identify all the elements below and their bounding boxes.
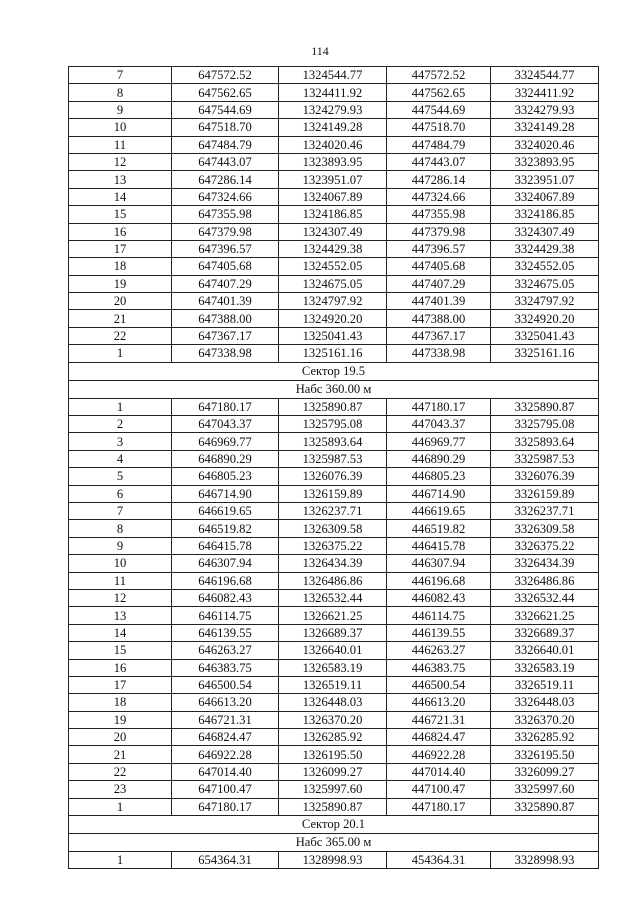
x-local-cell: 647388.00 <box>172 310 279 327</box>
y-local-cell: 1326640.01 <box>279 642 387 659</box>
x-local-cell: 646613.20 <box>172 694 279 711</box>
table-row <box>69 101 599 118</box>
x-msk-cell: 447367.17 <box>387 327 491 344</box>
point-number-cell: 7 <box>69 502 172 519</box>
y-local-cell: 1328998.93 <box>279 852 387 869</box>
point-number-cell: 19 <box>69 275 172 292</box>
x-local-cell: 646307.94 <box>172 555 279 572</box>
x-msk-cell: 447443.07 <box>387 153 491 170</box>
point-number-cell: 20 <box>69 293 172 310</box>
point-number-cell: 18 <box>69 694 172 711</box>
y-msk-cell: 3325997.60 <box>491 781 599 798</box>
table-row <box>69 485 599 502</box>
x-local-cell: 646415.78 <box>172 537 279 554</box>
point-number-cell: 4 <box>69 450 172 467</box>
y-msk-cell: 3325041.43 <box>491 327 599 344</box>
y-local-cell: 1324186.85 <box>279 206 387 223</box>
y-local-cell: 1324552.05 <box>279 258 387 275</box>
y-local-cell: 1326370.20 <box>279 711 387 728</box>
y-msk-cell: 3323951.07 <box>491 171 599 188</box>
table-row <box>69 676 599 693</box>
point-number-cell: 11 <box>69 572 172 589</box>
y-msk-cell: 3324544.77 <box>491 67 599 84</box>
point-number-cell: 22 <box>69 327 172 344</box>
point-number-cell: 10 <box>69 119 172 136</box>
y-local-cell: 1324797.92 <box>279 293 387 310</box>
point-number-cell: 7 <box>69 67 172 84</box>
x-local-cell: 646922.28 <box>172 746 279 763</box>
x-local-cell: 647396.57 <box>172 240 279 257</box>
y-local-cell: 1324429.38 <box>279 240 387 257</box>
table-row <box>69 729 599 746</box>
y-msk-cell: 3324279.93 <box>491 101 599 118</box>
point-number-cell: 1 <box>69 345 172 362</box>
sector-height-row <box>69 834 599 852</box>
y-local-cell: 1326285.92 <box>279 729 387 746</box>
x-msk-cell: 447324.66 <box>387 188 491 205</box>
y-local-cell: 1325987.53 <box>279 450 387 467</box>
point-number-cell: 2 <box>69 416 172 433</box>
point-number-cell: 8 <box>69 84 172 101</box>
table-row <box>69 781 599 798</box>
x-local-cell: 647405.68 <box>172 258 279 275</box>
x-msk-cell: 447100.47 <box>387 781 491 798</box>
table-row <box>69 293 599 310</box>
point-number-cell: 19 <box>69 711 172 728</box>
x-local-cell: 654364.31 <box>172 852 279 869</box>
table-row <box>69 589 599 606</box>
y-msk-cell: 3324675.05 <box>491 275 599 292</box>
sector-title-row <box>69 362 599 380</box>
coordinates-table-body <box>69 67 599 869</box>
point-number-cell: 6 <box>69 485 172 502</box>
table-row <box>69 188 599 205</box>
y-msk-cell: 3326621.25 <box>491 607 599 624</box>
point-number-cell: 8 <box>69 520 172 537</box>
point-number-cell: 22 <box>69 763 172 780</box>
y-msk-cell: 3326486.86 <box>491 572 599 589</box>
table-row <box>69 852 599 869</box>
x-msk-cell: 454364.31 <box>387 852 491 869</box>
point-number-cell: 10 <box>69 555 172 572</box>
y-msk-cell: 3324552.05 <box>491 258 599 275</box>
table-row <box>69 67 599 84</box>
y-local-cell: 1323893.95 <box>279 153 387 170</box>
x-msk-cell: 446805.23 <box>387 468 491 485</box>
y-msk-cell: 3326285.92 <box>491 729 599 746</box>
table-row <box>69 607 599 624</box>
point-number-cell: 15 <box>69 206 172 223</box>
x-local-cell: 646383.75 <box>172 659 279 676</box>
x-msk-cell: 446139.55 <box>387 624 491 641</box>
table-row <box>69 275 599 292</box>
table-row <box>69 694 599 711</box>
x-msk-cell: 447286.14 <box>387 171 491 188</box>
point-number-cell: 14 <box>69 188 172 205</box>
x-msk-cell: 447338.98 <box>387 345 491 362</box>
table-row <box>69 537 599 554</box>
point-number-cell: 16 <box>69 659 172 676</box>
x-local-cell: 646139.55 <box>172 624 279 641</box>
table-row <box>69 416 599 433</box>
table-row <box>69 468 599 485</box>
table-row <box>69 171 599 188</box>
point-number-cell: 1 <box>69 852 172 869</box>
y-local-cell: 1326448.03 <box>279 694 387 711</box>
x-msk-cell: 446500.54 <box>387 676 491 693</box>
table-row <box>69 327 599 344</box>
y-msk-cell: 3324149.28 <box>491 119 599 136</box>
y-local-cell: 1324279.93 <box>279 101 387 118</box>
point-number-cell: 3 <box>69 433 172 450</box>
x-msk-cell: 447401.39 <box>387 293 491 310</box>
x-msk-cell: 446721.31 <box>387 711 491 728</box>
point-number-cell: 17 <box>69 676 172 693</box>
x-local-cell: 647180.17 <box>172 798 279 815</box>
y-local-cell: 1324149.28 <box>279 119 387 136</box>
coordinates-table <box>68 66 599 869</box>
table-row <box>69 520 599 537</box>
y-msk-cell: 3326434.39 <box>491 555 599 572</box>
y-msk-cell: 3326370.20 <box>491 711 599 728</box>
x-msk-cell: 447180.17 <box>387 398 491 415</box>
x-local-cell: 647367.17 <box>172 327 279 344</box>
point-number-cell: 23 <box>69 781 172 798</box>
y-msk-cell: 3326583.19 <box>491 659 599 676</box>
y-msk-cell: 3325987.53 <box>491 450 599 467</box>
x-local-cell: 647100.47 <box>172 781 279 798</box>
y-local-cell: 1324020.46 <box>279 136 387 153</box>
y-local-cell: 1324067.89 <box>279 188 387 205</box>
table-row <box>69 555 599 572</box>
y-msk-cell: 3326640.01 <box>491 642 599 659</box>
point-number-cell: 13 <box>69 171 172 188</box>
y-local-cell: 1326519.11 <box>279 676 387 693</box>
x-msk-cell: 446824.47 <box>387 729 491 746</box>
y-local-cell: 1326375.22 <box>279 537 387 554</box>
sector-title-row <box>69 816 599 834</box>
x-local-cell: 646890.29 <box>172 450 279 467</box>
x-local-cell: 647572.52 <box>172 67 279 84</box>
x-local-cell: 647379.98 <box>172 223 279 240</box>
point-number-cell: 12 <box>69 153 172 170</box>
x-local-cell: 647518.70 <box>172 119 279 136</box>
x-msk-cell: 447405.68 <box>387 258 491 275</box>
y-msk-cell: 3324020.46 <box>491 136 599 153</box>
y-local-cell: 1324920.20 <box>279 310 387 327</box>
x-msk-cell: 447484.79 <box>387 136 491 153</box>
table-row <box>69 84 599 101</box>
y-local-cell: 1326434.39 <box>279 555 387 572</box>
y-msk-cell: 3324067.89 <box>491 188 599 205</box>
x-local-cell: 646824.47 <box>172 729 279 746</box>
table-row <box>69 798 599 815</box>
point-number-cell: 13 <box>69 607 172 624</box>
y-msk-cell: 3325890.87 <box>491 798 599 815</box>
y-msk-cell: 3326237.71 <box>491 502 599 519</box>
y-local-cell: 1324544.77 <box>279 67 387 84</box>
x-local-cell: 646969.77 <box>172 433 279 450</box>
x-local-cell: 647355.98 <box>172 206 279 223</box>
y-local-cell: 1325041.43 <box>279 327 387 344</box>
y-msk-cell: 3326076.39 <box>491 468 599 485</box>
x-msk-cell: 446196.68 <box>387 572 491 589</box>
y-msk-cell: 3325795.08 <box>491 416 599 433</box>
table-row <box>69 258 599 275</box>
x-local-cell: 647562.65 <box>172 84 279 101</box>
x-local-cell: 646500.54 <box>172 676 279 693</box>
table-row <box>69 746 599 763</box>
table-row <box>69 572 599 589</box>
x-msk-cell: 446619.65 <box>387 502 491 519</box>
point-number-cell: 11 <box>69 136 172 153</box>
y-local-cell: 1326076.39 <box>279 468 387 485</box>
x-local-cell: 647443.07 <box>172 153 279 170</box>
y-msk-cell: 3326159.89 <box>491 485 599 502</box>
x-local-cell: 646721.31 <box>172 711 279 728</box>
x-msk-cell: 447572.52 <box>387 67 491 84</box>
x-msk-cell: 447014.40 <box>387 763 491 780</box>
point-number-cell: 17 <box>69 240 172 257</box>
point-number-cell: 16 <box>69 223 172 240</box>
point-number-cell: 9 <box>69 537 172 554</box>
y-local-cell: 1326309.58 <box>279 520 387 537</box>
table-row <box>69 624 599 641</box>
y-local-cell: 1325890.87 <box>279 798 387 815</box>
table-row <box>69 240 599 257</box>
sector-title: Сектор 19.5 <box>69 362 599 380</box>
y-msk-cell: 3326448.03 <box>491 694 599 711</box>
table-row <box>69 310 599 327</box>
x-msk-cell: 447388.00 <box>387 310 491 327</box>
sector-title: Сектор 20.1 <box>69 816 599 834</box>
table-row <box>69 502 599 519</box>
y-local-cell: 1325997.60 <box>279 781 387 798</box>
sector-height: Набс 360.00 м <box>69 380 599 398</box>
y-msk-cell: 3324429.38 <box>491 240 599 257</box>
table-row <box>69 223 599 240</box>
x-msk-cell: 446922.28 <box>387 746 491 763</box>
x-local-cell: 647286.14 <box>172 171 279 188</box>
x-local-cell: 647180.17 <box>172 398 279 415</box>
table-row <box>69 206 599 223</box>
point-number-cell: 1 <box>69 798 172 815</box>
y-msk-cell: 3326532.44 <box>491 589 599 606</box>
x-msk-cell: 447396.57 <box>387 240 491 257</box>
sector-height-row <box>69 380 599 398</box>
x-local-cell: 646519.82 <box>172 520 279 537</box>
table-row <box>69 642 599 659</box>
y-msk-cell: 3325890.87 <box>491 398 599 415</box>
y-local-cell: 1324307.49 <box>279 223 387 240</box>
x-msk-cell: 447407.29 <box>387 275 491 292</box>
table-row <box>69 711 599 728</box>
y-local-cell: 1326159.89 <box>279 485 387 502</box>
y-local-cell: 1324675.05 <box>279 275 387 292</box>
y-msk-cell: 3326375.22 <box>491 537 599 554</box>
point-number-cell: 1 <box>69 398 172 415</box>
x-msk-cell: 447043.37 <box>387 416 491 433</box>
x-local-cell: 646263.27 <box>172 642 279 659</box>
x-msk-cell: 446890.29 <box>387 450 491 467</box>
table-row <box>69 153 599 170</box>
x-msk-cell: 447355.98 <box>387 206 491 223</box>
y-local-cell: 1326532.44 <box>279 589 387 606</box>
x-msk-cell: 446613.20 <box>387 694 491 711</box>
x-local-cell: 647401.39 <box>172 293 279 310</box>
x-msk-cell: 447518.70 <box>387 119 491 136</box>
y-local-cell: 1326486.86 <box>279 572 387 589</box>
x-local-cell: 647338.98 <box>172 345 279 362</box>
y-msk-cell: 3324920.20 <box>491 310 599 327</box>
y-msk-cell: 3328998.93 <box>491 852 599 869</box>
y-local-cell: 1326583.19 <box>279 659 387 676</box>
x-msk-cell: 446114.75 <box>387 607 491 624</box>
x-msk-cell: 446519.82 <box>387 520 491 537</box>
point-number-cell: 12 <box>69 589 172 606</box>
table-row <box>69 345 599 362</box>
y-msk-cell: 3324307.49 <box>491 223 599 240</box>
y-msk-cell: 3323893.95 <box>491 153 599 170</box>
y-msk-cell: 3326689.37 <box>491 624 599 641</box>
x-local-cell: 646196.68 <box>172 572 279 589</box>
x-msk-cell: 446714.90 <box>387 485 491 502</box>
x-local-cell: 647324.66 <box>172 188 279 205</box>
y-msk-cell: 3325893.64 <box>491 433 599 450</box>
y-local-cell: 1325161.16 <box>279 345 387 362</box>
x-local-cell: 647014.40 <box>172 763 279 780</box>
x-local-cell: 647484.79 <box>172 136 279 153</box>
point-number-cell: 5 <box>69 468 172 485</box>
table-row <box>69 659 599 676</box>
point-number-cell: 9 <box>69 101 172 118</box>
y-local-cell: 1326621.25 <box>279 607 387 624</box>
x-msk-cell: 446415.78 <box>387 537 491 554</box>
y-msk-cell: 3326309.58 <box>491 520 599 537</box>
x-msk-cell: 447180.17 <box>387 798 491 815</box>
sector-height: Набс 365.00 м <box>69 834 599 852</box>
y-local-cell: 1325795.08 <box>279 416 387 433</box>
y-local-cell: 1326195.50 <box>279 746 387 763</box>
point-number-cell: 20 <box>69 729 172 746</box>
x-local-cell: 646082.43 <box>172 589 279 606</box>
table-row <box>69 136 599 153</box>
y-msk-cell: 3326519.11 <box>491 676 599 693</box>
x-local-cell: 646619.65 <box>172 502 279 519</box>
y-msk-cell: 3324411.92 <box>491 84 599 101</box>
y-local-cell: 1326237.71 <box>279 502 387 519</box>
y-msk-cell: 3324186.85 <box>491 206 599 223</box>
x-msk-cell: 446383.75 <box>387 659 491 676</box>
y-msk-cell: 3326195.50 <box>491 746 599 763</box>
table-row <box>69 119 599 136</box>
x-msk-cell: 446082.43 <box>387 589 491 606</box>
point-number-cell: 18 <box>69 258 172 275</box>
x-local-cell: 647544.69 <box>172 101 279 118</box>
y-local-cell: 1326689.37 <box>279 624 387 641</box>
y-local-cell: 1325893.64 <box>279 433 387 450</box>
point-number-cell: 21 <box>69 746 172 763</box>
x-msk-cell: 447562.65 <box>387 84 491 101</box>
x-msk-cell: 446263.27 <box>387 642 491 659</box>
page-number: 114 <box>311 44 329 58</box>
point-number-cell: 14 <box>69 624 172 641</box>
x-local-cell: 646805.23 <box>172 468 279 485</box>
y-local-cell: 1325890.87 <box>279 398 387 415</box>
point-number-cell: 15 <box>69 642 172 659</box>
table-row <box>69 450 599 467</box>
y-msk-cell: 3326099.27 <box>491 763 599 780</box>
y-msk-cell: 3324797.92 <box>491 293 599 310</box>
x-msk-cell: 447379.98 <box>387 223 491 240</box>
table-row <box>69 433 599 450</box>
x-local-cell: 646114.75 <box>172 607 279 624</box>
x-local-cell: 646714.90 <box>172 485 279 502</box>
x-msk-cell: 446969.77 <box>387 433 491 450</box>
y-local-cell: 1326099.27 <box>279 763 387 780</box>
point-number-cell: 21 <box>69 310 172 327</box>
x-msk-cell: 447544.69 <box>387 101 491 118</box>
x-local-cell: 647043.37 <box>172 416 279 433</box>
x-local-cell: 647407.29 <box>172 275 279 292</box>
table-row <box>69 398 599 415</box>
y-local-cell: 1323951.07 <box>279 171 387 188</box>
x-msk-cell: 446307.94 <box>387 555 491 572</box>
y-local-cell: 1324411.92 <box>279 84 387 101</box>
table-row <box>69 763 599 780</box>
y-msk-cell: 3325161.16 <box>491 345 599 362</box>
